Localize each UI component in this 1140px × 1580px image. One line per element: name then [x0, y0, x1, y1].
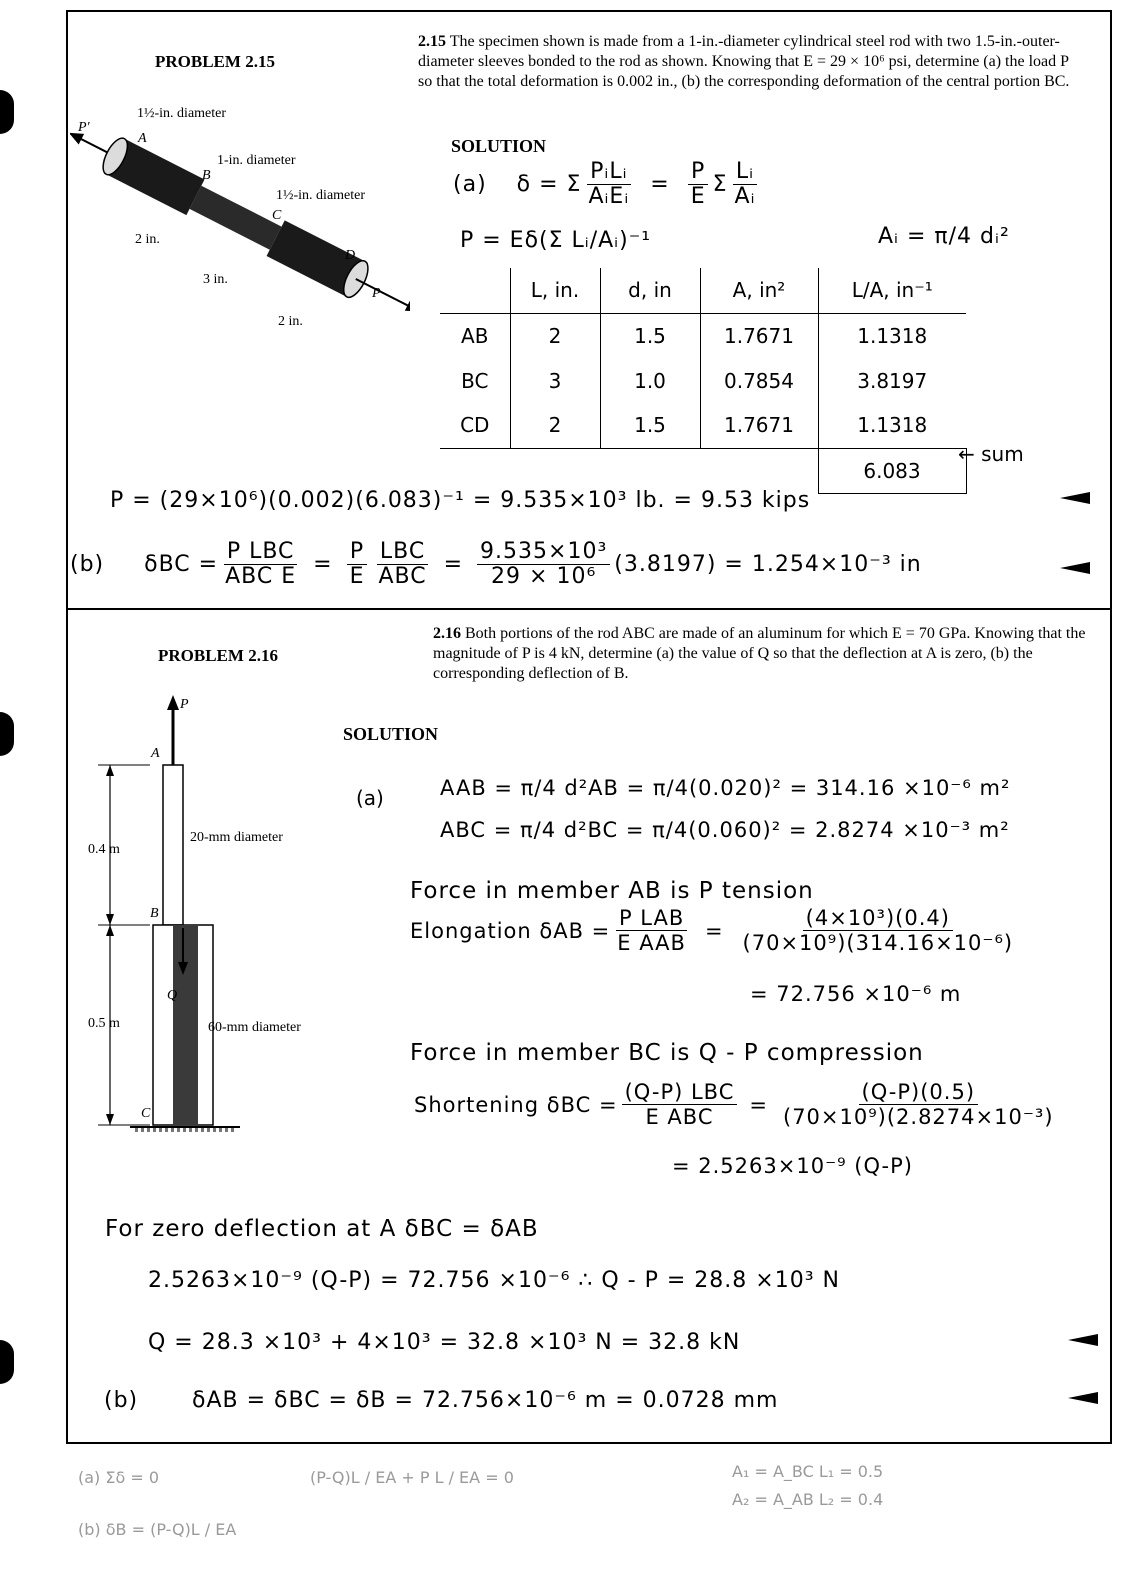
diameter-label: 20-mm diameter: [190, 830, 283, 845]
table-row: [440, 403, 966, 448]
elongation-equation: [410, 906, 1020, 955]
table-cell: 1.7671: [700, 313, 818, 358]
solution-heading: SOLUTION: [451, 136, 547, 156]
table-cell: 2: [510, 313, 600, 358]
eq-text: δBC =: [144, 552, 219, 577]
sleeve-diameter-label: 1½-in. diameter: [137, 106, 227, 121]
point-label: A: [138, 131, 147, 146]
fraction: $\frac{\text{P LBC}}{\text{ABC E}}$: [225, 539, 297, 589]
length-label: 0.5 m: [88, 1016, 120, 1031]
table-row: [440, 358, 966, 403]
table-cell: 1.5: [600, 403, 700, 448]
equation-delta-sum: [453, 160, 763, 209]
length-label: 3 in.: [203, 272, 228, 287]
table-cell: 0.7854: [700, 358, 818, 403]
solve-equation: 2.5263×10⁻⁹ (Q-P) = 72.756 ×10⁻⁶ ∴ Q - P = 28.8 ×10³ N: [148, 1268, 840, 1293]
zero-deflection-text: For zero deflection at A δBC = δAB: [105, 1216, 539, 1242]
table-cell: 1.7671: [700, 403, 818, 448]
shortening-result: = 2.5263×10⁻⁹ (Q-P): [672, 1154, 913, 1178]
load-label: P′: [78, 120, 90, 135]
problem-number: 2.15: [418, 33, 446, 50]
eq-text: =: [443, 552, 464, 577]
fraction: $\frac{P}{E}$: [688, 160, 709, 209]
problem-title: PROBLEM 2.15: [155, 52, 275, 71]
area-bc-equation: ABC = π/4 d²BC = π/4(0.060)² = 2.8274 ×10⁻³ m²: [440, 818, 1010, 842]
sleeve-diameter-label: 1½-in. diameter: [276, 188, 366, 203]
part-label: (b): [104, 1388, 139, 1413]
table-row: [440, 313, 966, 358]
binder-hole: [0, 90, 14, 134]
fraction: $\frac{\text{9.535×10³}}{\text{29 × 10⁶}}$: [477, 540, 610, 589]
pencil-note: (P-Q)L / EA + P L / EA = 0: [310, 1468, 514, 1487]
length-label: 2 in.: [135, 232, 160, 247]
point-label: C: [272, 208, 282, 223]
fraction: $\frac{P}{E}$: [347, 540, 368, 589]
table-header-row: [440, 268, 966, 313]
section-divider: [66, 608, 1112, 610]
table-cell: AB: [461, 323, 489, 348]
diameter-label: 60-mm diameter: [208, 1020, 301, 1035]
load-label: P: [180, 697, 189, 712]
deflection-b-result: δAB = δBC = δB = 72.756×10⁻⁶ m = 0.0728 mm: [192, 1388, 779, 1413]
eq-text: =: [650, 172, 670, 197]
length-label: 2 in.: [278, 314, 303, 329]
table-cell: 1.5: [600, 313, 700, 358]
sum-annotation: ← sum: [958, 442, 1024, 466]
q-result-equation: Q = 28.3 ×10³ + 4×10³ = 32.8 ×10³ N = 32.8 kN: [148, 1330, 741, 1355]
fraction: $\frac{(Q-P)(0.5)}{\text{(70×10⁹)(2.8274×10⁻³)}}$: [783, 1080, 1054, 1129]
problem-text: Both portions of the rod ABC are made of an aluminum for which E = 70 GPa. Knowing that the magnitude of P is 4 kN, determine (a) the value of Q so that the deflection at A is zero, (b) the corresponding deflection of B.: [433, 625, 1086, 682]
pencil-note: (a) Σδ = 0: [78, 1468, 160, 1487]
length-label: 0.4 m: [88, 842, 120, 857]
table-header: d, in: [600, 268, 700, 313]
result-a-equation: P = (29×10⁶)(0.002)(6.083)⁻¹ = 9.535×10³ lb. = 9.53 kips: [110, 488, 811, 513]
part-label: (a): [453, 172, 487, 197]
elongation-result: = 72.756 ×10⁻⁶ m: [750, 982, 962, 1006]
properties-table: [440, 268, 967, 494]
table-cell: 3.8197: [818, 358, 966, 403]
pencil-note: A₁ = A_BC L₁ = 0.5: [732, 1462, 884, 1481]
area-ab-equation: AAB = π/4 d²AB = π/4(0.020)² = 314.16 ×10⁻⁶ m²: [440, 776, 1011, 800]
table-cell: 3: [510, 358, 600, 403]
rod-figure: [90, 690, 350, 1160]
fraction: $\frac{\text{(Q-P) LBC}}{\text{E ABC}}$: [622, 1080, 738, 1129]
pencil-note: (b) δB = (P-Q)L / EA: [78, 1520, 237, 1539]
problem-number: 2.16: [433, 625, 461, 642]
point-label: B: [202, 168, 211, 183]
binder-hole: [0, 712, 14, 756]
eq-text: Elongation δAB =: [410, 918, 611, 943]
pencil-note: A₂ = A_AB L₂ = 0.4: [732, 1490, 884, 1509]
fraction: $\frac{\text{P LAB}}{\text{E AAB}}$: [617, 906, 686, 955]
point-label: B: [150, 906, 159, 921]
table-header: A, in²: [700, 268, 818, 313]
specimen-figure: [70, 100, 410, 340]
force-bc-text: Force in member BC is Q - P compression: [410, 1040, 924, 1066]
eq-text: (3.8197) = 1.254×10⁻³ in: [614, 552, 922, 577]
table-cell: 1.1318: [818, 313, 966, 358]
result-b-equation: [70, 540, 922, 589]
point-label: A: [151, 746, 160, 761]
eq-text: =: [749, 1092, 768, 1117]
table-header: L/A, in⁻¹: [818, 268, 966, 313]
part-label: (b): [70, 552, 105, 577]
fraction: $\frac{\text{LBC}}{\text{ABC}}$: [378, 539, 427, 589]
table-header: [440, 268, 510, 313]
fraction: $\frac{\text{(4×10³)(0.4)}}{\text{(70×10⁹)(314.16×10⁻⁶)}}$: [742, 906, 1014, 955]
table-cell: 2: [510, 403, 600, 448]
rod-diameter-label: 1-in. diameter: [217, 153, 296, 168]
point-label: C: [141, 1106, 151, 1121]
eq-text: Shortening δBC =: [414, 1092, 618, 1117]
problem-statement: [433, 624, 1097, 684]
binder-hole: [0, 1340, 14, 1384]
load-label: Q: [167, 988, 178, 1003]
table-cell: 1.1318: [818, 403, 966, 448]
table-cell: 1.0: [600, 358, 700, 403]
table-cell: CD: [440, 403, 510, 448]
table-cell: BC: [461, 368, 489, 393]
problem-title: PROBLEM 2.16: [158, 646, 278, 665]
problem-statement: [418, 32, 1086, 92]
point-label: D: [345, 248, 356, 263]
table-sum-row: [440, 448, 966, 493]
fraction: $\frac{\text{PᵢLᵢ}}{\text{AᵢEᵢ}}$: [588, 159, 630, 209]
table-header: L, in.: [510, 268, 600, 313]
eq-text: Σ: [712, 172, 728, 197]
force-ab-text: Force in member AB is P tension: [410, 878, 814, 904]
equation-area: Aᵢ = π/4 dᵢ²: [878, 224, 1010, 249]
shortening-equation: [414, 1080, 1061, 1129]
eq-text: =: [313, 552, 333, 577]
problem-text: The specimen shown is made from a 1-in.-diameter cylindrical steel rod with two 1.5-in.-outer-diameter sleeves bonded to the rod as shown. Knowing that E = 29 × 10⁶ psi, determine (a) the load P so that the total deformation is 0.002 in., (b) the corresponding deformation of the central portion BC.: [418, 33, 1070, 90]
table-sum-value: 6.083: [818, 448, 966, 493]
part-label: (a): [356, 786, 384, 810]
load-label: P: [372, 286, 381, 301]
solution-heading: SOLUTION: [343, 724, 439, 744]
eq-text: =: [704, 918, 724, 943]
equation-p: P = Eδ(Σ Lᵢ/Aᵢ)⁻¹: [460, 228, 652, 253]
fraction: $\frac{\text{Lᵢ}}{\text{Aᵢ}}$: [734, 159, 756, 209]
eq-text: δ = Σ: [516, 172, 582, 197]
